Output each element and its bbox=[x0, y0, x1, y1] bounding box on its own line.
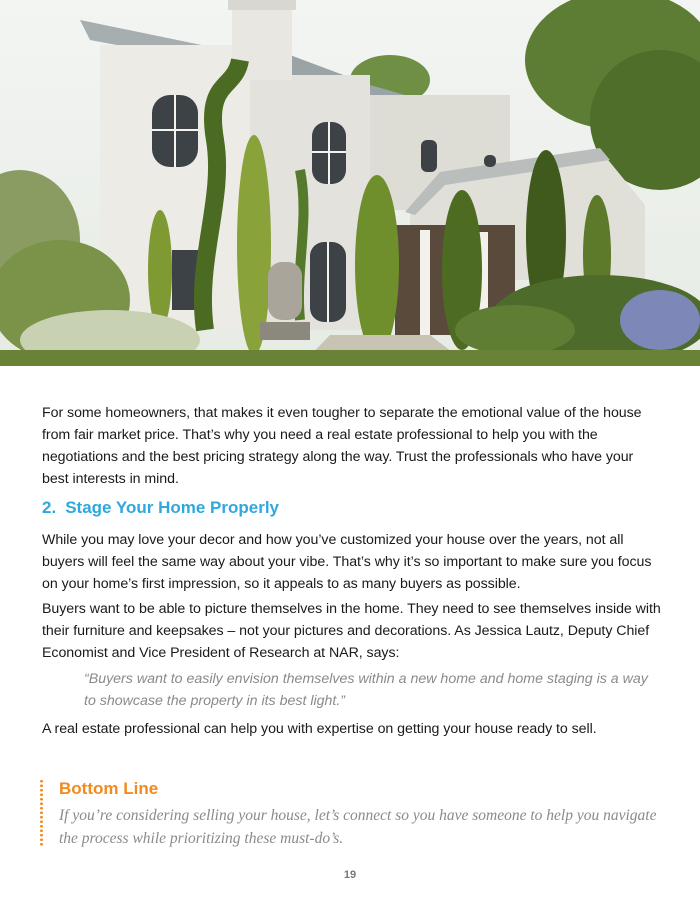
bottom-line-title: Bottom Line bbox=[59, 779, 159, 798]
bottom-line-callout bbox=[40, 777, 670, 849]
paragraph-buyers: Buyers want to be able to picture themselves in the home. They need to see themselves inside with their furniture and keepsakes – not your pictures and decorations. As Jessica Lautz, Deputy Chief Economist and Vice President of Research at NAR, says: bbox=[42, 601, 661, 661]
section-heading bbox=[42, 496, 279, 520]
paragraph-expertise: A real estate professional can help you with expertise on getting your house ready to sell. bbox=[42, 721, 597, 737]
section-title: Stage Your Home Properly bbox=[65, 498, 280, 517]
section-number: 2. bbox=[42, 498, 57, 517]
page-number: 19 bbox=[343, 869, 357, 881]
house-illustration bbox=[0, 0, 700, 366]
quote-nar: “Buyers want to easily envision themselves within a new home and home staging is a way to showcase the property in its best light.” bbox=[84, 671, 648, 709]
dotted-accent-line bbox=[40, 779, 43, 847]
paragraph-decor: While you may love your decor and how you’ve customized your house over the years, not all buyers will feel the same way about your vibe. That’s why it’s so important to make sure you focus on your home’s first impression, so it appeals to as many buyers as possible. bbox=[42, 532, 652, 592]
bottom-line-text: If you’re considering selling your house, let’s connect so you have someone to help you navigate the process while prioritizing these must-do’s. bbox=[59, 807, 657, 847]
paragraph-pricing: For some homeowners, that makes it even tougher to separate the emotional value of the house from fair market price. That’s why you need a real estate professional to help you with the negotiations and the best pricing strategy along the way. Trust the professionals who have your best interests in mind. bbox=[42, 405, 642, 487]
house-photo bbox=[0, 0, 700, 366]
